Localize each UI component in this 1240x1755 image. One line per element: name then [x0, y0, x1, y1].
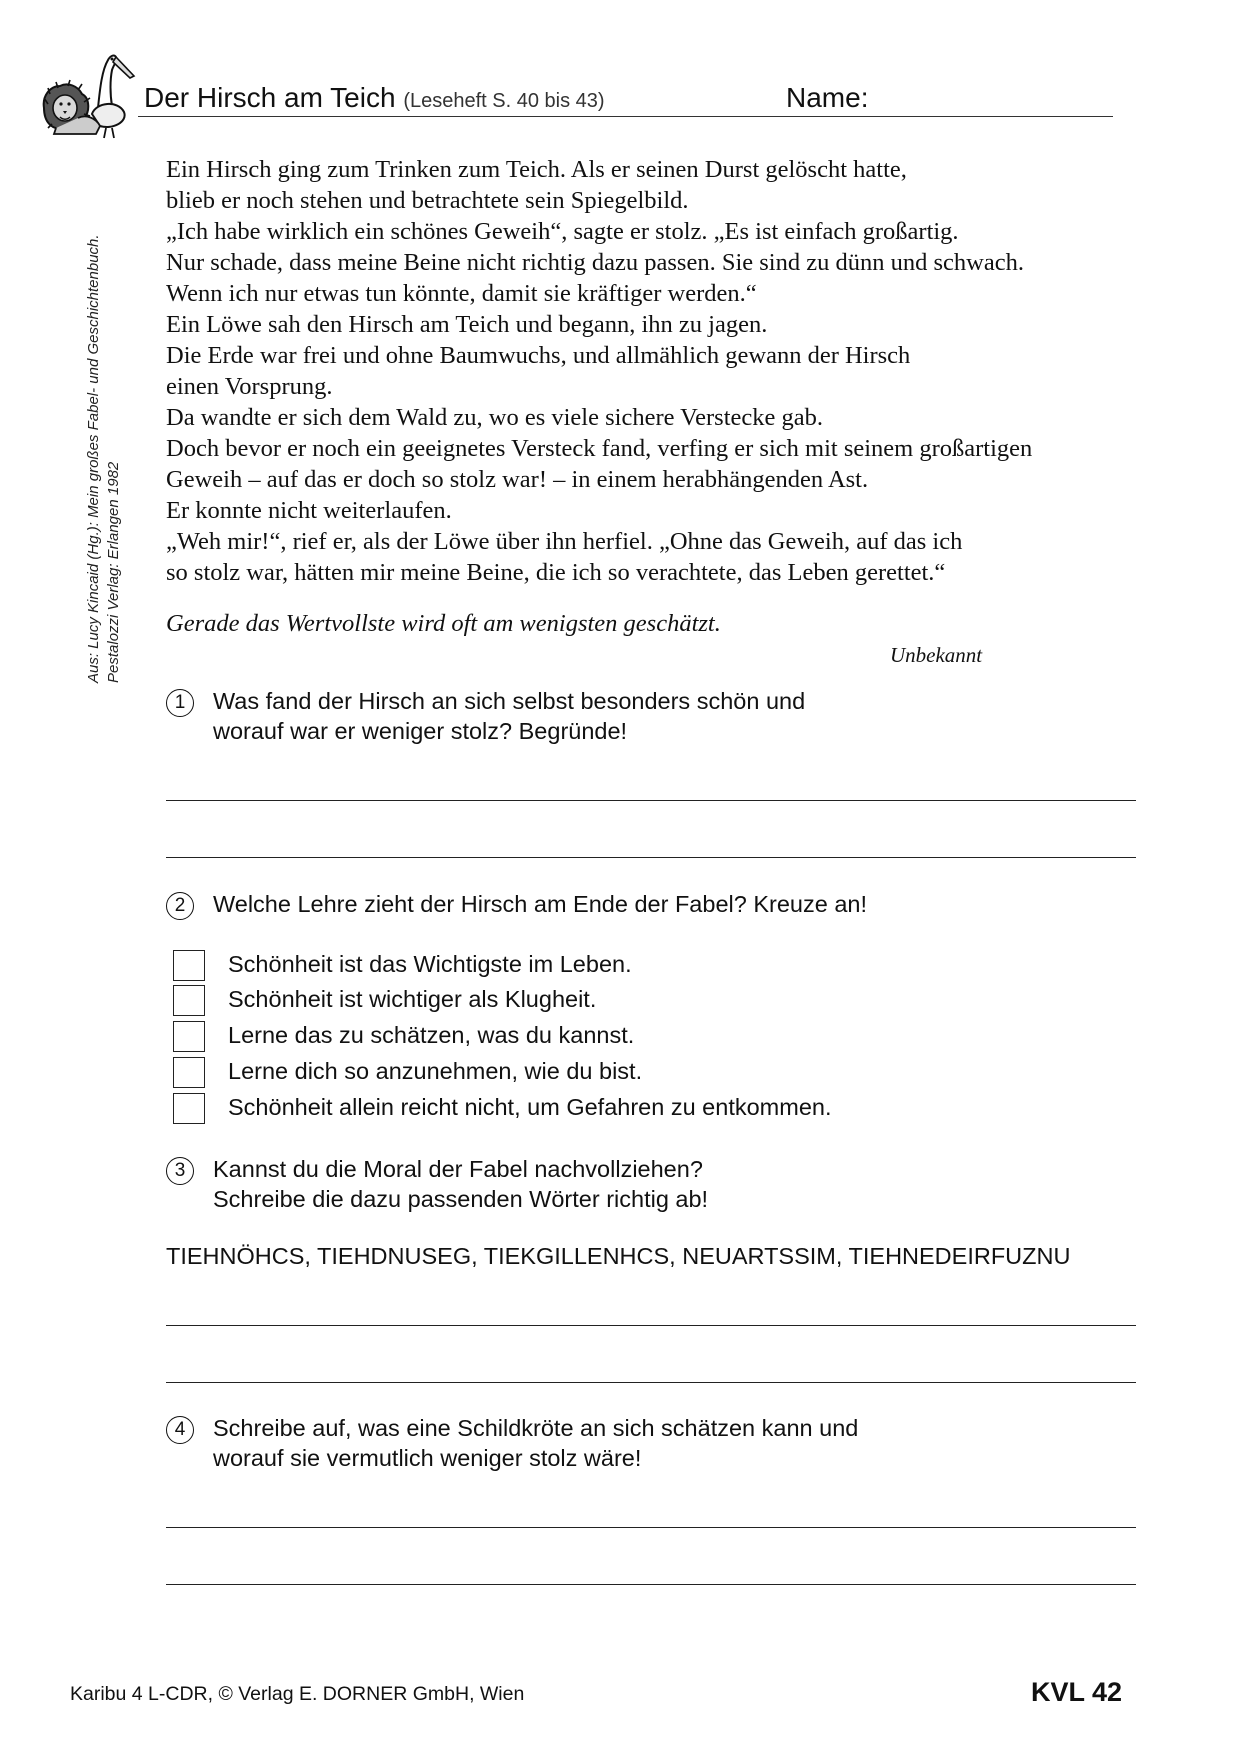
fable-line: Wenn ich nur etwas tun könnte, damit sie kräftiger werden.“	[166, 280, 757, 307]
option-label: Schönheit ist wichtiger als Klugheit.	[228, 986, 597, 1012]
answer-line[interactable]	[166, 1527, 1136, 1528]
fable-text	[166, 154, 1156, 588]
fable-line: Er konnte nicht weiterlaufen.	[166, 497, 452, 524]
name-label: Name:	[786, 82, 869, 113]
fable-line: Geweih – auf das er doch so stolz war! – in einem herabhängenden Ast.	[166, 466, 869, 493]
fable-moral: Gerade das Wertvollste wird oft am wenigsten geschätzt.	[166, 610, 721, 637]
question-line: worauf war er weniger stolz? Begründe!	[213, 718, 628, 744]
option-label: Schönheit allein reicht nicht, um Gefahren zu entkommen.	[228, 1094, 832, 1120]
fable-line: Doch bevor er noch ein geeignetes Versteck fand, verfing er sich mit seinem großartigen	[166, 435, 1033, 462]
fable-author: Unbekannt	[890, 643, 983, 667]
question-line: Schreibe auf, was eine Schildkröte an sich schätzen kann und	[213, 1415, 859, 1441]
option-label: Lerne das zu schätzen, was du kannst.	[228, 1022, 635, 1048]
option-checkbox[interactable]	[173, 1057, 205, 1088]
question-number-4: 4	[166, 1416, 194, 1444]
fable-line: blieb er noch stehen und betrachtete sein Spiegelbild.	[166, 187, 689, 214]
lion-pelican-logo-icon	[40, 48, 138, 140]
footer-copyright: Karibu 4 L-CDR, © Verlag E. DORNER GmbH, Wien	[70, 1683, 525, 1705]
answer-line[interactable]	[166, 800, 1136, 801]
question-number-3: 3	[166, 1157, 194, 1185]
fable-line: so stolz war, hätten mir meine Beine, die ich so verachtete, das Leben gerettet.“	[166, 559, 946, 586]
title-source-ref: (Leseheft S. 40 bis 43)	[403, 90, 605, 112]
footer-page-code: KVL 42	[1031, 1677, 1123, 1707]
fable-line: „Weh mir!“, rief er, als der Löwe über ihn herfiel. „Ohne das Geweih, auf das ich	[166, 528, 963, 555]
fable-line: Die Erde war frei und ohne Baumwuchs, und allmählich gewann der Hirsch	[166, 342, 911, 369]
fable-line: Da wandte er sich dem Wald zu, wo es viele sichere Verstecke gab.	[166, 404, 824, 431]
option-label: Lerne dich so anzunehmen, wie du bist.	[228, 1058, 643, 1084]
scrambled-words: TIEHNÖHCS, TIEHDNUSEG, TIEKGILLENHCS, NEUARTSSIM, TIEHNEDEIRFUZNU	[166, 1243, 1071, 1269]
answer-line[interactable]	[166, 1584, 1136, 1585]
question-line: Kannst du die Moral der Fabel nachvollziehen?	[213, 1156, 703, 1182]
source-citation	[84, 178, 128, 683]
fable-line: Nur schade, dass meine Beine nicht richtig dazu passen. Sie sind zu dünn und schwach.	[166, 249, 1024, 276]
question-line: Welche Lehre zieht der Hirsch am Ende der Fabel? Kreuze an!	[213, 891, 867, 917]
fable-line: Ein Löwe sah den Hirsch am Teich und begann, ihn zu jagen.	[166, 311, 768, 338]
worksheet-header	[138, 82, 1113, 117]
citation-line: Aus: Lucy Kincaid (Hg.): Mein großes Fabel- und Geschichtenbuch.	[85, 234, 102, 683]
option-checkbox[interactable]	[173, 1093, 205, 1124]
fable-line: „Ich habe wirklich ein schönes Geweih“, sagte er stolz. „Es ist einfach großartig.	[166, 218, 959, 245]
title-text: Der Hirsch am Teich	[144, 82, 396, 113]
fable-line: Ein Hirsch ging zum Trinken zum Teich. Als er seinen Durst gelöscht hatte,	[166, 156, 907, 183]
answer-line[interactable]	[166, 1382, 1136, 1383]
question-line: Schreibe die dazu passenden Wörter richtig ab!	[213, 1186, 709, 1212]
option-checkbox[interactable]	[173, 950, 205, 981]
answer-line[interactable]	[166, 1325, 1136, 1326]
answer-line[interactable]	[166, 857, 1136, 858]
fable-line: einen Vorsprung.	[166, 373, 333, 400]
option-checkbox[interactable]	[173, 1021, 205, 1052]
option-checkbox[interactable]	[173, 985, 205, 1016]
question-2-text	[213, 889, 867, 919]
worksheet-title	[144, 82, 605, 114]
citation-line: Pestalozzi Verlag: Erlangen 1982	[105, 461, 122, 683]
question-line: worauf sie vermutlich weniger stolz wäre!	[213, 1445, 642, 1471]
question-4-text	[213, 1413, 858, 1473]
option-label: Schönheit ist das Wichtigste im Leben.	[228, 951, 632, 977]
question-line: Was fand der Hirsch an sich selbst besonders schön und	[213, 688, 806, 714]
question-number-1: 1	[166, 689, 194, 717]
question-3-text	[213, 1154, 708, 1214]
question-1-text	[213, 686, 805, 746]
question-number-2: 2	[166, 892, 194, 920]
